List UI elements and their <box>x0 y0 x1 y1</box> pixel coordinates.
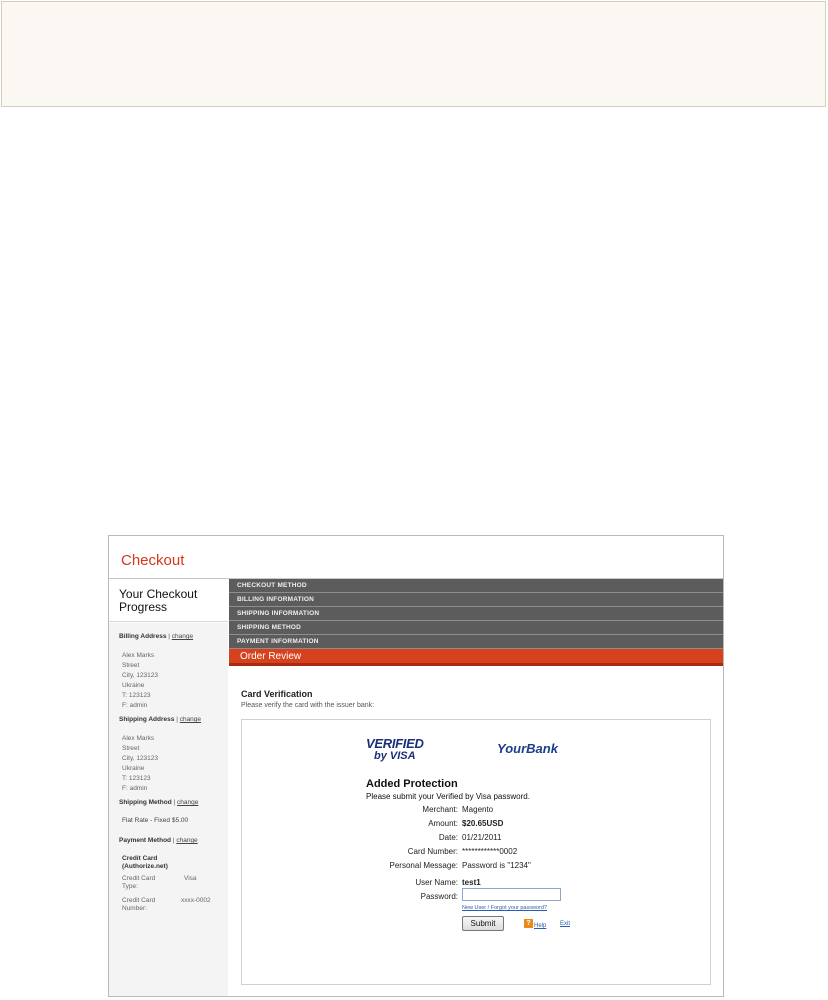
added-protection-intro: Please submit your Verified by Visa password. <box>366 792 530 801</box>
card-number-label: Card Number: <box>407 847 458 856</box>
billing-change-link[interactable]: change <box>171 633 194 640</box>
merchant-value: Magento <box>462 805 494 814</box>
amount-value: $20.65USD <box>462 819 504 828</box>
address-line: Ukraine <box>122 682 145 689</box>
shipping-method-change-link[interactable]: change <box>177 799 199 806</box>
payment-method-heading <box>119 837 198 844</box>
card-number-label <box>122 897 155 913</box>
merchant-row <box>366 805 666 817</box>
card-verification-subtitle: Please verify the card with the issuer bank: <box>241 702 375 709</box>
shipping-address-title: Shipping Address <box>119 716 175 723</box>
address-line: Alex Marks <box>122 652 155 659</box>
personal-message-row <box>366 861 666 873</box>
step-checkout-method[interactable]: CHECKOUT METHOD <box>229 579 723 593</box>
verified-by-visa-frame <box>241 719 711 985</box>
separator: | <box>168 633 170 640</box>
address-line: Ukraine <box>122 765 145 772</box>
password-label: Password: <box>420 892 458 901</box>
shipping-method-title: Shipping Method <box>119 799 172 806</box>
shipping-address-heading <box>119 716 201 723</box>
user-name-label: User Name: <box>415 878 458 887</box>
checkout-progress-sidebar <box>109 579 228 997</box>
card-type-label <box>122 875 155 891</box>
address-line: Street <box>122 745 140 752</box>
shipping-change-link[interactable]: change <box>179 716 202 723</box>
help-link[interactable]: Help <box>534 923 547 929</box>
address-line: City, 123123 <box>122 755 159 762</box>
payment-name-line: (Authorize.net) <box>122 863 168 870</box>
separator: | <box>173 799 176 806</box>
billing-address-title: Billing Address <box>119 633 167 640</box>
address-line: Street <box>122 662 140 669</box>
forgot-password-link[interactable]: New User / Forgot your password? <box>462 905 547 911</box>
step-shipping-method[interactable]: SHIPPING METHOD <box>229 621 723 635</box>
card-number-value: ************0002 <box>462 847 518 856</box>
label-line: Credit Card <box>122 875 156 882</box>
payment-method-title: Payment Method <box>119 837 172 844</box>
label-line: Number: <box>122 905 147 912</box>
progress-header <box>109 579 228 622</box>
payment-name-line: Credit Card <box>122 855 158 862</box>
progress-body <box>109 623 228 997</box>
added-protection-heading: Added Protection <box>366 778 458 790</box>
step-shipping-information[interactable]: SHIPPING INFORMATION <box>229 607 723 621</box>
step-order-review: Order Review <box>229 649 723 666</box>
amount-row <box>366 819 666 831</box>
card-verification-title: Card Verification <box>241 689 313 699</box>
bank-logo: YourBank <box>497 741 558 756</box>
address-line: F: admin <box>122 785 148 792</box>
label-line: Type: <box>122 883 138 890</box>
address-line: Alex Marks <box>122 735 155 742</box>
merchant-label: Merchant: <box>422 805 458 814</box>
personal-message-value: Password is "1234" <box>462 861 531 870</box>
address-line: T: 123123 <box>122 692 151 699</box>
payment-method-name <box>122 855 168 871</box>
exit-link[interactable]: Exit <box>560 921 571 927</box>
date-label: Date: <box>438 833 458 842</box>
checkout-steps <box>229 579 723 666</box>
page-title: Checkout <box>121 552 185 569</box>
card-number-row <box>366 847 666 859</box>
step-payment-information[interactable]: PAYMENT INFORMATION <box>229 635 723 649</box>
amount-label: Amount: <box>428 819 458 828</box>
shipping-address-block <box>122 734 158 794</box>
shipping-method-value: Flat Rate - Fixed $5.00 <box>122 817 189 824</box>
address-line: F: admin <box>122 702 148 709</box>
logo-line: by VISA <box>374 750 416 762</box>
card-number-value: xxxx-0002 <box>181 897 211 904</box>
address-line: City, 123123 <box>122 672 159 679</box>
card-type-value: Visa <box>184 875 197 882</box>
date-row <box>366 833 666 845</box>
billing-address-block <box>122 651 158 711</box>
personal-message-label: Personal Message: <box>389 861 458 870</box>
verified-by-visa-logo <box>366 738 424 762</box>
submit-button[interactable]: Submit <box>462 916 504 931</box>
separator: | <box>176 716 178 723</box>
password-input[interactable] <box>462 888 561 901</box>
separator: | <box>172 837 175 844</box>
shipping-method-heading <box>119 799 198 806</box>
billing-address-heading <box>119 633 193 640</box>
step-billing-information[interactable]: BILLING INFORMATION <box>229 593 723 607</box>
progress-title: Your Checkout Progress <box>119 587 198 614</box>
payment-method-change-link[interactable]: change <box>176 837 198 844</box>
checkout-screenshot <box>108 535 724 997</box>
help-icon[interactable]: ? <box>524 919 533 928</box>
top-banner <box>1 1 826 107</box>
user-name-value: test1 <box>462 878 481 887</box>
date-value: 01/21/2011 <box>462 833 502 842</box>
logo-line: VERIFIED <box>366 736 424 751</box>
address-line: T: 123123 <box>122 775 151 782</box>
label-line: Credit Card <box>122 897 156 904</box>
